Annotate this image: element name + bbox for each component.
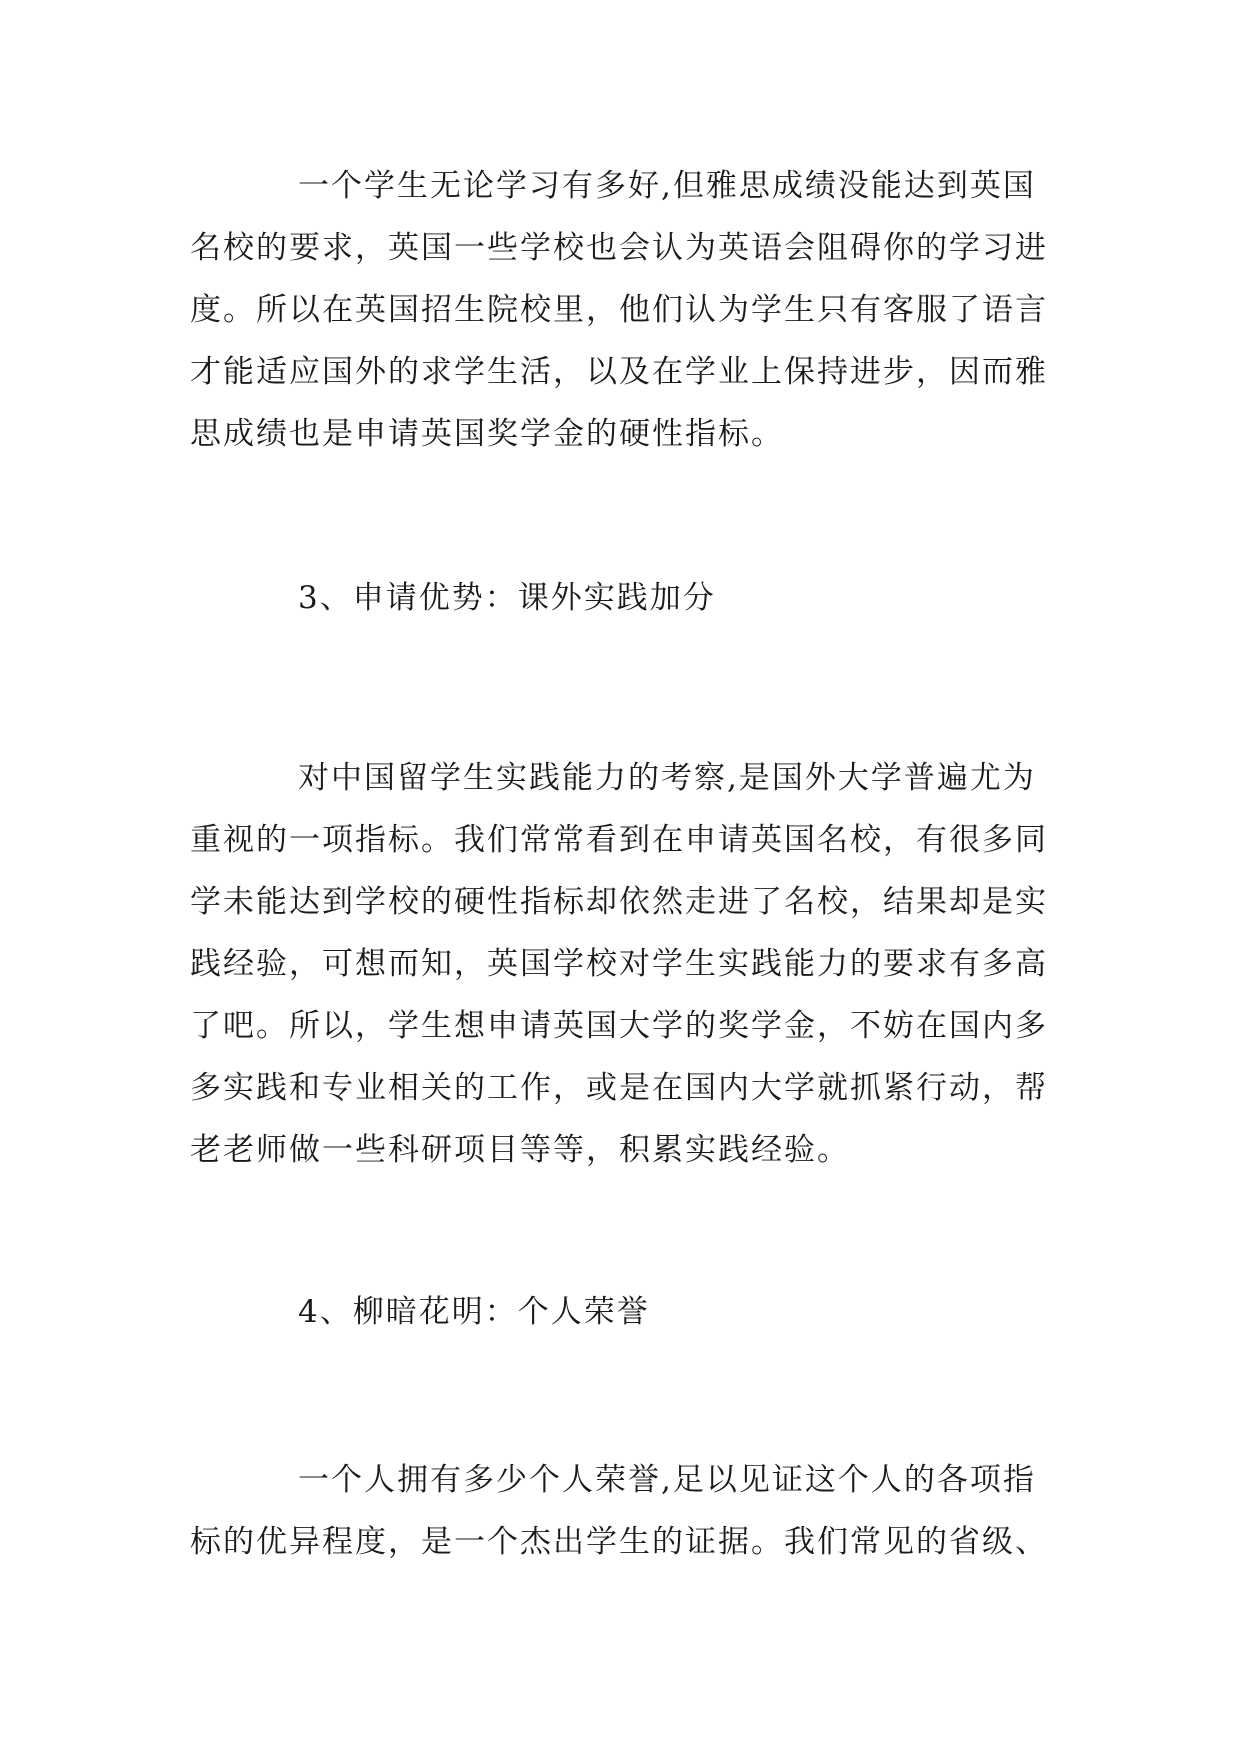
paragraph-1-line-5: 思成绩也是申请英国奖学金的硬性指标。 <box>190 416 784 452</box>
paragraph-2-line-6: 多实践和专业相关的工作，或是在国内大学就抓紧行动，帮 <box>190 1070 1048 1106</box>
paragraph-1-line-4: 才能适应国外的求学生活，以及在学业上保持进步，因而雅 <box>190 354 1048 390</box>
paragraph-3-line-2: 标的优异程度，是一个杰出学生的证据。我们常见的省级、 <box>190 1524 1048 1560</box>
paragraph-1-line-2: 名校的要求，英国一些学校也会认为英语会阻碍你的学习进 <box>190 230 1048 266</box>
section-heading-4: 4、柳暗花明：个人荣誉 <box>298 1294 650 1330</box>
paragraph-2-line-1: 对中国留学生实践能力的考察,是国外大学普遍尤为 <box>298 760 1036 796</box>
paragraph-3-line-1: 一个人拥有多少个人荣誉,足以见证这个人的各项指 <box>298 1462 1036 1498</box>
paragraph-2-line-7: 老老师做一些科研项目等等，积累实践经验。 <box>190 1132 850 1168</box>
paragraph-2-line-3: 学未能达到学校的硬性指标却依然走进了名校，结果却是实 <box>190 884 1048 920</box>
paragraph-1-line-3: 度。所以在英国招生院校里，他们认为学生只有客服了语言 <box>190 292 1048 328</box>
paragraph-2-line-4: 践经验，可想而知，英国学校对学生实践能力的要求有多高 <box>190 946 1048 982</box>
paragraph-2-line-2: 重视的一项指标。我们常常看到在申请英国名校，有很多同 <box>190 822 1048 858</box>
section-heading-3: 3、申请优势：课外实践加分 <box>298 580 716 616</box>
paragraph-1-line-1: 一个学生无论学习有多好,但雅思成绩没能达到英国 <box>298 168 1036 204</box>
paragraph-2-line-5: 了吧。所以，学生想申请英国大学的奖学金，不妨在国内多 <box>190 1008 1048 1044</box>
